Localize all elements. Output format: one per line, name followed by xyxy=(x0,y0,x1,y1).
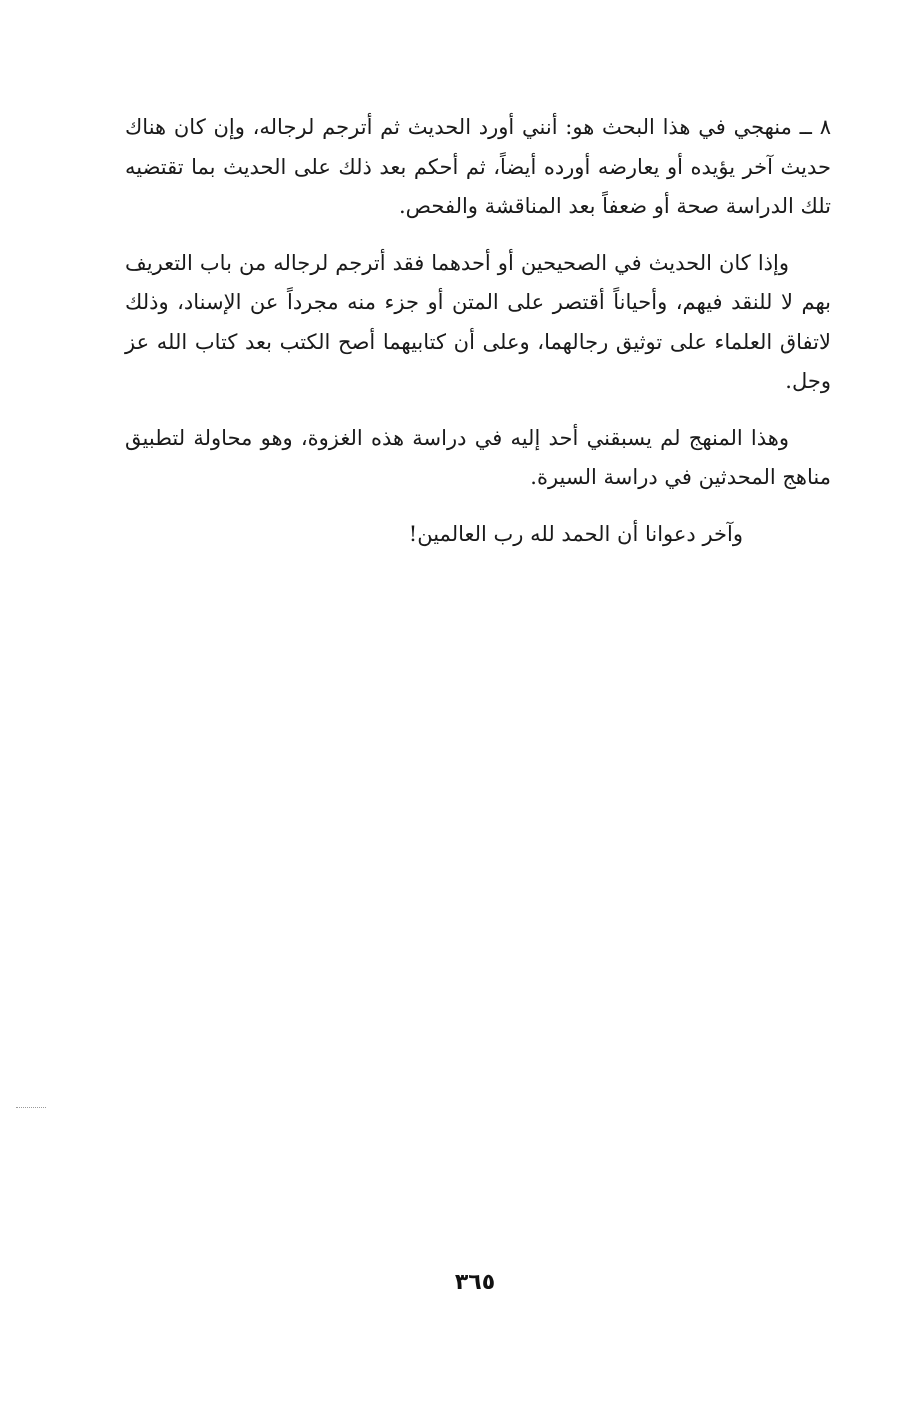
paragraph-gap xyxy=(125,227,831,244)
closing-line: وآخر دعوانا أن الحمد لله رب العالمين! xyxy=(408,521,743,546)
page-body xyxy=(125,108,831,554)
paragraph-methodology: ٨ ــ منهجي في هذا البحث هو: أنني أورد الحديث ثم أترجم لرجاله، وإن كان هناك حديث آخر يؤيده أو يعارضه أورده أيضاً، ثم أحكم بعد ذلك على الحديث بما تقتضيه تلك الدراسة صحة أو ضعفاً بعد المناقشة والفحص. xyxy=(125,115,831,218)
paragraph-sahihain: وإذا كان الحديث في الصحيحين أو أحدهما فقد أترجم لرجاله من باب التعريف بهم لا للنقد فيهم، وأحياناً أقتصر على المتن أو جزء منه مجرداً عن الإسناد، وذلك لاتفاق العلماء على توثيق رجالهما، وعلى أن كتابيهما أصح الكتب بعد كتاب الله عز وجل. xyxy=(125,250,831,393)
paragraph-gap xyxy=(125,498,831,515)
page-number: ٣٦٥ xyxy=(454,1270,496,1295)
scan-artifact xyxy=(16,1107,46,1108)
paragraph-gap xyxy=(125,402,831,419)
paragraph-novelty: وهذا المنهج لم يسبقني أحد إليه في دراسة هذه الغزوة، وهو محاولة لتطبيق مناهج المحدثين في دراسة السيرة. xyxy=(125,425,831,489)
